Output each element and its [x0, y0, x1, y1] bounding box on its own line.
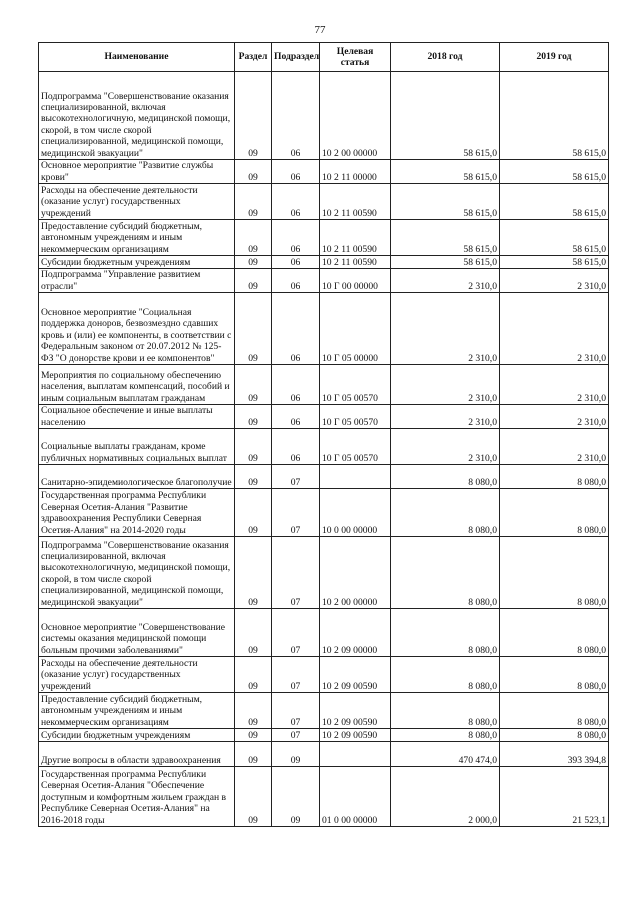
- table-row: [39, 657, 609, 693]
- table-row: [39, 256, 609, 269]
- row-2019: 2 310,0: [500, 405, 609, 429]
- table-row: [39, 405, 609, 429]
- row-2018: 58 615,0: [391, 256, 500, 269]
- table-row: [39, 429, 609, 465]
- table-row: [39, 465, 609, 489]
- row-name: Государственная программа Республики Северная Осетия-Алания "Развитие здравоохранения Республики Северная Осетия-Алания" на 2014-2020 годы: [39, 489, 235, 537]
- row-2018: 8 080,0: [391, 609, 500, 657]
- header-target-article: Целевая статья: [320, 43, 391, 72]
- row-2019: 8 080,0: [500, 693, 609, 729]
- row-2018: 2 310,0: [391, 365, 500, 405]
- header-name: Наименование: [39, 43, 235, 72]
- row-2019: 393 394,8: [500, 742, 609, 767]
- row-podrazdel: 07: [272, 537, 320, 609]
- row-2019: 8 080,0: [500, 489, 609, 537]
- row-2018: 8 080,0: [391, 729, 500, 742]
- table-row: [39, 489, 609, 537]
- row-2019: 58 615,0: [500, 220, 609, 256]
- row-2018: 8 080,0: [391, 465, 500, 489]
- row-name: Основное мероприятие "Социальная поддержка доноров, безвозмездно сдавших кровь и (или) ее компоненты, в соответствии с Федеральным законом от 20.07.2012 № 125-ФЗ "О донорстве крови и ее компонентов": [39, 293, 235, 365]
- row-2019: 8 080,0: [500, 729, 609, 742]
- row-podrazdel: 07: [272, 465, 320, 489]
- row-razdel: 09: [235, 72, 272, 160]
- row-podrazdel: 06: [272, 405, 320, 429]
- row-razdel: 09: [235, 693, 272, 729]
- row-razdel: 09: [235, 537, 272, 609]
- row-razdel: 09: [235, 729, 272, 742]
- row-2018: 8 080,0: [391, 489, 500, 537]
- row-2018: 58 615,0: [391, 72, 500, 160]
- row-name: Расходы на обеспечение деятельности (оказание услуг) государственных учреждений: [39, 184, 235, 220]
- row-target-article: 10 2 11 00590: [320, 184, 391, 220]
- row-name: Мероприятия по социальному обеспечению населения, выплатам компенсаций, пособий и иным социальным выплатам гражданам: [39, 365, 235, 405]
- row-name: Предоставление субсидий бюджетным, автономным учреждениям и иным некоммерческим организациям: [39, 693, 235, 729]
- row-2019: 58 615,0: [500, 160, 609, 184]
- row-2019: 21 523,1: [500, 767, 609, 827]
- row-2019: 58 615,0: [500, 72, 609, 160]
- row-razdel: 09: [235, 269, 272, 293]
- row-target-article: 10 Г 00 00000: [320, 269, 391, 293]
- row-razdel: 09: [235, 365, 272, 405]
- row-target-article: 10 2 09 00590: [320, 693, 391, 729]
- table-row: [39, 160, 609, 184]
- row-target-article: 10 2 09 00000: [320, 609, 391, 657]
- row-2018: 58 615,0: [391, 160, 500, 184]
- table-row: [39, 220, 609, 256]
- row-2018: 58 615,0: [391, 184, 500, 220]
- row-razdel: 09: [235, 465, 272, 489]
- row-2019: 2 310,0: [500, 269, 609, 293]
- row-razdel: 09: [235, 767, 272, 827]
- row-2018: 470 474,0: [391, 742, 500, 767]
- row-name: Государственная программа Республики Северная Осетия-Алания "Обеспечение доступным и комфортным жильем граждан в Республике Северная Осетия-Алания" на 2016-2018 годы: [39, 767, 235, 827]
- row-2019: 8 080,0: [500, 657, 609, 693]
- row-razdel: 09: [235, 657, 272, 693]
- row-podrazdel: 06: [272, 269, 320, 293]
- header-2019: 2019 год: [500, 43, 609, 72]
- row-target-article: 10 Г 05 00570: [320, 429, 391, 465]
- row-razdel: 09: [235, 609, 272, 657]
- row-2019: 2 310,0: [500, 365, 609, 405]
- row-2019: 58 615,0: [500, 184, 609, 220]
- row-podrazdel: 09: [272, 742, 320, 767]
- table-row: [39, 729, 609, 742]
- row-podrazdel: 06: [272, 184, 320, 220]
- row-podrazdel: 06: [272, 365, 320, 405]
- table-row: [39, 742, 609, 767]
- row-name: Подпрограмма "Совершенствование оказания специализированной, включая высокотехнологичную, медицинской помощи, скорой, в том числе скорой специализированной, медицинской помощи, медицинской эвакуации": [39, 537, 235, 609]
- row-podrazdel: 07: [272, 657, 320, 693]
- row-2018: 2 310,0: [391, 429, 500, 465]
- row-razdel: 09: [235, 742, 272, 767]
- row-target-article: 10 Г 05 00570: [320, 405, 391, 429]
- row-target-article: 10 2 11 00590: [320, 220, 391, 256]
- row-razdel: 09: [235, 220, 272, 256]
- row-target-article: 10 0 00 00000: [320, 489, 391, 537]
- row-name: Основное мероприятие "Совершенствование системы оказания медицинской помощи больным прочими заболеваниями": [39, 609, 235, 657]
- row-name: Другие вопросы в области здравоохранения: [39, 742, 235, 767]
- row-2019: 2 310,0: [500, 293, 609, 365]
- row-2018: 2 000,0: [391, 767, 500, 827]
- row-podrazdel: 06: [272, 160, 320, 184]
- row-2019: 8 080,0: [500, 537, 609, 609]
- table-row: [39, 269, 609, 293]
- header-podrazdel: Подраздел: [272, 43, 320, 72]
- row-name: Расходы на обеспечение деятельности (оказание услуг) государственных учреждений: [39, 657, 235, 693]
- row-name: Социальное обеспечение и иные выплаты населению: [39, 405, 235, 429]
- row-razdel: 09: [235, 160, 272, 184]
- row-2019: 2 310,0: [500, 429, 609, 465]
- row-razdel: 09: [235, 256, 272, 269]
- table-row: [39, 537, 609, 609]
- row-target-article: 01 0 00 00000: [320, 767, 391, 827]
- row-target-article: [320, 465, 391, 489]
- row-razdel: 09: [235, 184, 272, 220]
- row-name: Предоставление субсидий бюджетным, автономным учреждениям и иным некоммерческим организациям: [39, 220, 235, 256]
- row-target-article: 10 2 00 00000: [320, 537, 391, 609]
- row-name: Субсидии бюджетным учреждениям: [39, 256, 235, 269]
- row-podrazdel: 07: [272, 609, 320, 657]
- row-razdel: 09: [235, 489, 272, 537]
- row-podrazdel: 06: [272, 429, 320, 465]
- row-razdel: 09: [235, 429, 272, 465]
- row-target-article: 10 2 09 00590: [320, 729, 391, 742]
- row-2018: 2 310,0: [391, 269, 500, 293]
- row-2019: 58 615,0: [500, 256, 609, 269]
- row-target-article: 10 2 09 00590: [320, 657, 391, 693]
- row-podrazdel: 07: [272, 693, 320, 729]
- row-name: Подпрограмма "Управление развитием отрасли": [39, 269, 235, 293]
- row-2019: 8 080,0: [500, 609, 609, 657]
- row-name: Субсидии бюджетным учреждениям: [39, 729, 235, 742]
- header-2018: 2018 год: [391, 43, 500, 72]
- row-2018: 8 080,0: [391, 657, 500, 693]
- table-row: [39, 293, 609, 365]
- table-row: [39, 693, 609, 729]
- row-2019: 8 080,0: [500, 465, 609, 489]
- row-target-article: 10 2 11 00590: [320, 256, 391, 269]
- row-2018: 2 310,0: [391, 405, 500, 429]
- page-number: 77: [314, 24, 326, 36]
- table-header-row: [39, 43, 609, 72]
- row-2018: 8 080,0: [391, 693, 500, 729]
- row-razdel: 09: [235, 405, 272, 429]
- table-row: [39, 184, 609, 220]
- table-row: [39, 767, 609, 827]
- budget-table: [38, 42, 609, 827]
- row-podrazdel: 07: [272, 729, 320, 742]
- row-target-article: 10 Г 05 00000: [320, 293, 391, 365]
- header-razdel: Раздел: [235, 43, 272, 72]
- row-name: Подпрограмма "Совершенствование оказания специализированной, включая высокотехнологичную, медицинской помощи, скорой, в том числе скорой специализированной, медицинской помощи, медицинской эвакуации": [39, 72, 235, 160]
- row-2018: 8 080,0: [391, 537, 500, 609]
- row-name: Социальные выплаты гражданам, кроме публичных нормативных социальных выплат: [39, 429, 235, 465]
- row-target-article: [320, 742, 391, 767]
- row-name: Санитарно-эпидемиологическое благополучие: [39, 465, 235, 489]
- row-podrazdel: 09: [272, 767, 320, 827]
- table-row: [39, 72, 609, 160]
- row-2018: 2 310,0: [391, 293, 500, 365]
- row-2018: 58 615,0: [391, 220, 500, 256]
- row-podrazdel: 06: [272, 220, 320, 256]
- row-podrazdel: 06: [272, 72, 320, 160]
- row-razdel: 09: [235, 293, 272, 365]
- row-target-article: 10 Г 05 00570: [320, 365, 391, 405]
- table-body: [39, 72, 609, 827]
- row-name: Основное мероприятие "Развитие службы крови": [39, 160, 235, 184]
- table-row: [39, 365, 609, 405]
- row-podrazdel: 07: [272, 489, 320, 537]
- row-target-article: 10 2 00 00000: [320, 72, 391, 160]
- row-podrazdel: 06: [272, 293, 320, 365]
- row-target-article: 10 2 11 00000: [320, 160, 391, 184]
- table-row: [39, 609, 609, 657]
- row-podrazdel: 06: [272, 256, 320, 269]
